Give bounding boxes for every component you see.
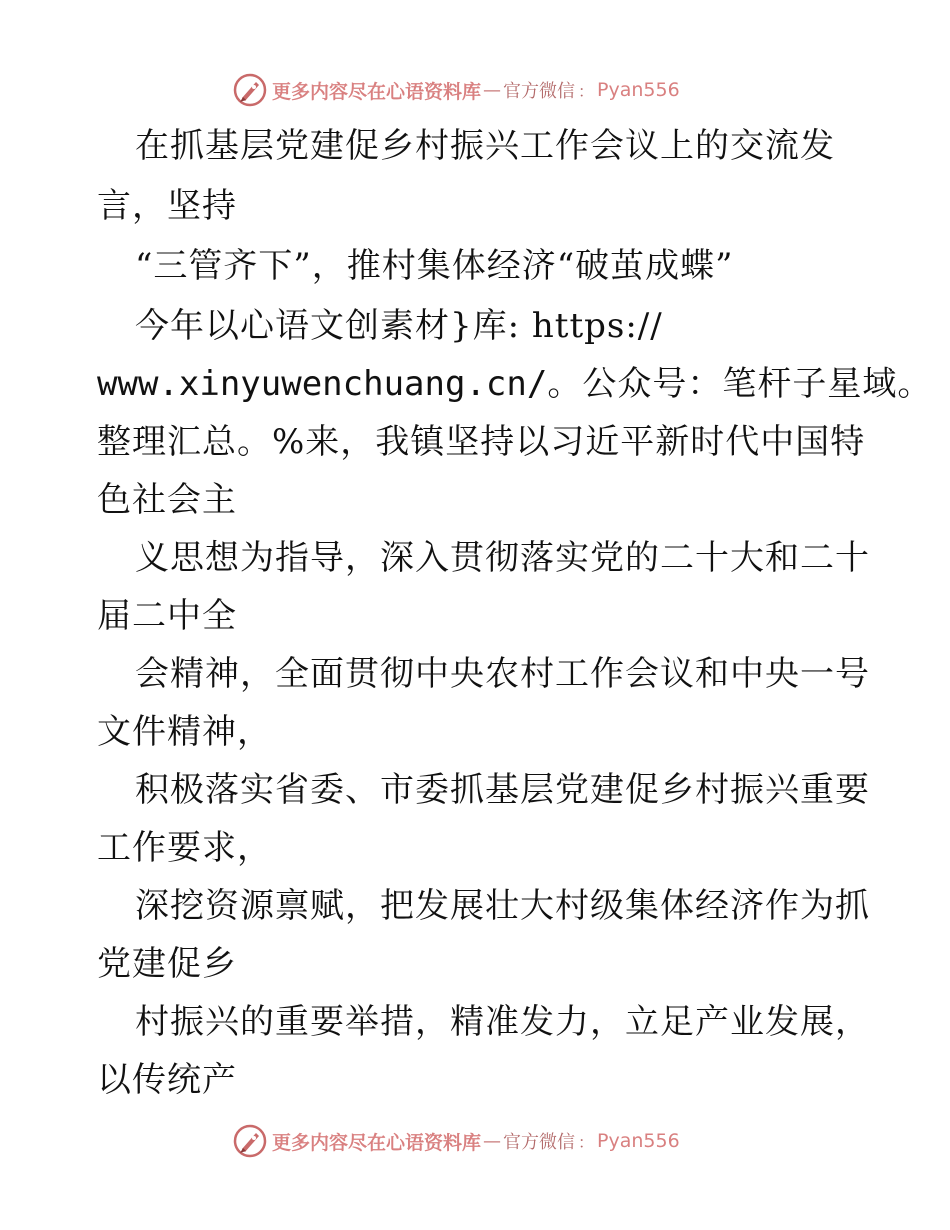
text-line: 届二中全 xyxy=(97,596,237,636)
text-line: “三管齐下”，推村集体经济“破茧成蝶” xyxy=(135,246,734,286)
watermark-banner-bottom xyxy=(232,1121,732,1161)
watermark-wechat-id: Pyan556 xyxy=(597,1130,680,1152)
watermark-label: 官方微信 xyxy=(503,1132,576,1153)
text-line-url xyxy=(97,364,932,404)
watermark-title: 更多内容尽在心语资料库 xyxy=(272,1131,482,1154)
text-line: 工作要求， xyxy=(97,828,272,868)
text-line: 会精神，全面贯彻中央农村工作会议和中央一号 xyxy=(135,654,870,694)
text-line: 积极落实省委、市委抓基层党建促乡村振兴重要 xyxy=(135,770,870,810)
watermark-label: 官方微信 xyxy=(503,81,576,102)
text-line: 在抓基层党建促乡村振兴工作会议上的交流发 xyxy=(135,126,835,166)
watermark-title: 更多内容尽在心语资料库 xyxy=(272,80,482,103)
watermark-colon: ： xyxy=(578,1132,595,1152)
text-line: 村振兴的重要举措，精准发力，立足产业发展， xyxy=(135,1002,870,1042)
watermark-wechat-id: Pyan556 xyxy=(597,79,680,101)
text-line: 言，坚持 xyxy=(97,186,237,226)
website-url: www.xinyuwenchuang.cn/ xyxy=(97,364,548,404)
text-line: 以传统产 xyxy=(97,1060,237,1100)
text-line: 义思想为指导，深入贯彻落实党的二十大和二十 xyxy=(135,538,870,578)
text-line: 深挖资源禀赋，把发展壮大村级集体经济作为抓 xyxy=(135,886,870,926)
text-line: 今年以心语文创素材}库: https:// xyxy=(135,306,663,346)
text-line: 文件精神， xyxy=(97,712,272,752)
text-segment: 。公众号：笔杆子星域。 xyxy=(547,364,933,404)
watermark-banner-top xyxy=(232,70,732,110)
watermark-separator: — xyxy=(483,1130,502,1152)
watermark-colon: ： xyxy=(578,81,595,101)
text-line: 色社会主 xyxy=(97,480,237,520)
watermark-separator: — xyxy=(483,79,502,101)
pen-nib-logo-icon xyxy=(232,72,268,108)
pen-nib-logo-icon xyxy=(232,1123,268,1159)
text-line: 整理汇总。%来，我镇坚持以习近平新时代中国特 xyxy=(97,422,866,462)
text-line: 党建促乡 xyxy=(97,944,237,984)
